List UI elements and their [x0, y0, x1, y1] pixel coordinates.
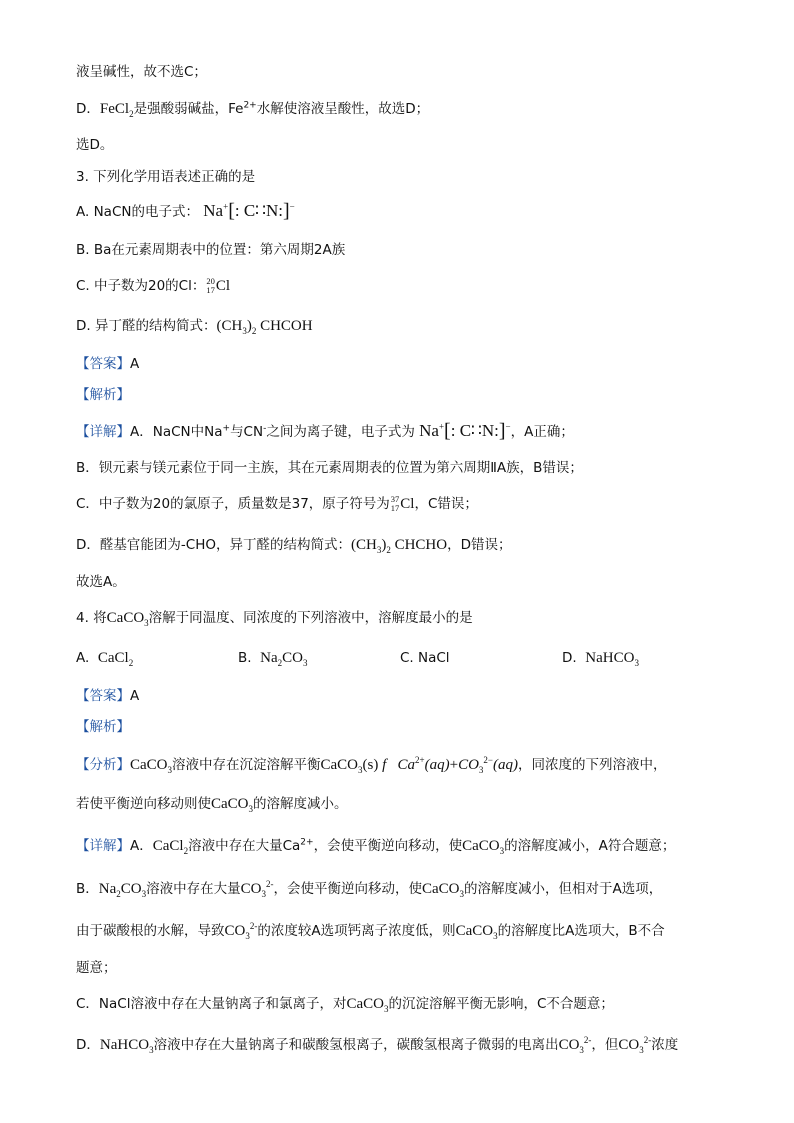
detail-4b-line-2: 由于碳酸根的水解，导致$CO_3^{2-}$的浓度较A选项钙离子浓度低，则CaCO$_3$的溶解度比A选项大，B不合 — [76, 921, 665, 941]
q3-option-c: C. 中子数为20的Cl： 20 17 Cl — [76, 276, 231, 295]
detail-3c: C．中子数为20的氯原子，质量数是37，原子符号为 37 17 Cl，C错误； — [76, 494, 478, 513]
q4-option-a: A. CaCl$_2$ — [76, 650, 134, 668]
detail-4d: D．NaHCO$_3$溶液中存在大量钠离子和碳酸氢根离子，碳酸氢根离子微弱的电离出$CO_3^{2-}$，但$CO_3^{2-}$浓度 — [76, 1035, 679, 1055]
question-4-stem: 4. 将CaCO$_3$溶解于同温度、同浓度的下列溶液中，溶解度最小的是 — [76, 610, 473, 628]
electron-formula: Na+[: C∷N:]− — [419, 420, 511, 442]
line-3 — [76, 135, 113, 155]
isotope-notation: 20 17 — [206, 276, 215, 295]
structural-formula: $(CH_3)_2$ CHCOH — [216, 318, 313, 336]
line-2: D．FeCl$_2$是强酸弱碱盐，$Fe^{2+}$水解使溶液呈酸性，故选D； — [76, 100, 430, 119]
q3-option-b: B. Ba在元素周期表中的位置：第六周期2A族 — [76, 242, 346, 258]
explanation-tag-3: 【解析】 — [76, 387, 130, 403]
explanation-tag-4: 【解析】 — [76, 719, 130, 735]
analysis-line-1: 【分析】CaCO$_3$溶液中存在沉淀溶解平衡CaCO$_3$(s) f $Ca^{2+}(aq)+CO_3^{2-}(aq)$，同浓度的下列溶液中， — [76, 755, 667, 775]
formula-fecl2: FeCl$_2$ — [99, 101, 134, 119]
detail-3-conclusion: 故选A。 — [76, 574, 126, 590]
isotope-notation: 37 17 — [390, 494, 400, 513]
question-3-stem: 3. 下列化学用语表述正确的是 — [76, 169, 256, 185]
detail-4a: 【详解】A．CaCl$_2$溶液中存在大量$Ca^{2+}$，会使平衡逆向移动，使CaCO$_3$的溶解度减小，A符合题意； — [76, 837, 676, 856]
answer-4: 【答案】A — [76, 688, 140, 704]
q4-option-b: B. $Na_2CO_3$ — [238, 650, 308, 668]
equilibrium-equation: CaCO$_3$(s) f $Ca^{2+}(aq)+CO_3^{2-}(aq)$ — [320, 755, 518, 775]
structural-formula: $(CH_3)_2$ CHCHO — [350, 537, 448, 555]
text: 水解使溶液呈酸性，故选D； — [256, 101, 430, 117]
electron-formula: Na+[: C∷N:]− — [203, 200, 295, 222]
q4-option-d: D. NaHCO$_3$ — [562, 650, 639, 668]
detail-4b-line-3: 题意； — [76, 960, 117, 976]
q3-option-d: D. 异丁醛的结构简式：$(CH_3)_2$ CHCOH — [76, 318, 313, 336]
text: 选D。 — [76, 137, 114, 153]
text: 是强酸弱碱盐，Fe — [133, 101, 244, 117]
detail-4c: C．NaCl溶液中存在大量钠离子和氯离子，对CaCO$_3$的沉淀溶解平衡无影响，C不合题意； — [76, 996, 614, 1014]
detail-3d: D．醛基官能团为-CHO，异丁醛的结构简式：$(CH_3)_2$ CHCHO，D错误； — [76, 537, 512, 555]
text: 液呈碱性，故不选C； — [76, 64, 207, 80]
line-1 — [76, 62, 207, 82]
text: D． — [76, 101, 100, 117]
formula-caco3: CaCO$_3$ — [106, 610, 149, 628]
detail-3b: B．钡元素与镁元素位于同一主族，其在元素周期表的位置为第六周期ⅡA族，B错误； — [76, 460, 583, 476]
analysis-line-2: 若使平衡逆向移动则使CaCO$_3$的溶解度减小。 — [76, 796, 348, 814]
detail-3a: 【详解】A．NaCN中Na+与CN-之间为离子键，电子式为 Na+[: C∷N:]−，A正确； — [76, 420, 574, 442]
answer-3: 【答案】A — [76, 356, 140, 372]
detail-4b-line-1: B．$Na_2CO_3$溶液中存在大量$CO_3^{2-}$，会使平衡逆向移动，使CaCO$_3$的溶解度减小，但相对于A选项， — [76, 879, 663, 899]
answer-tag: 【答案】 — [76, 356, 130, 372]
q4-option-c: C. NaCl — [400, 650, 450, 666]
q3-option-a: A. NaCN的电子式： Na+[: C∷N:]− — [76, 200, 295, 222]
